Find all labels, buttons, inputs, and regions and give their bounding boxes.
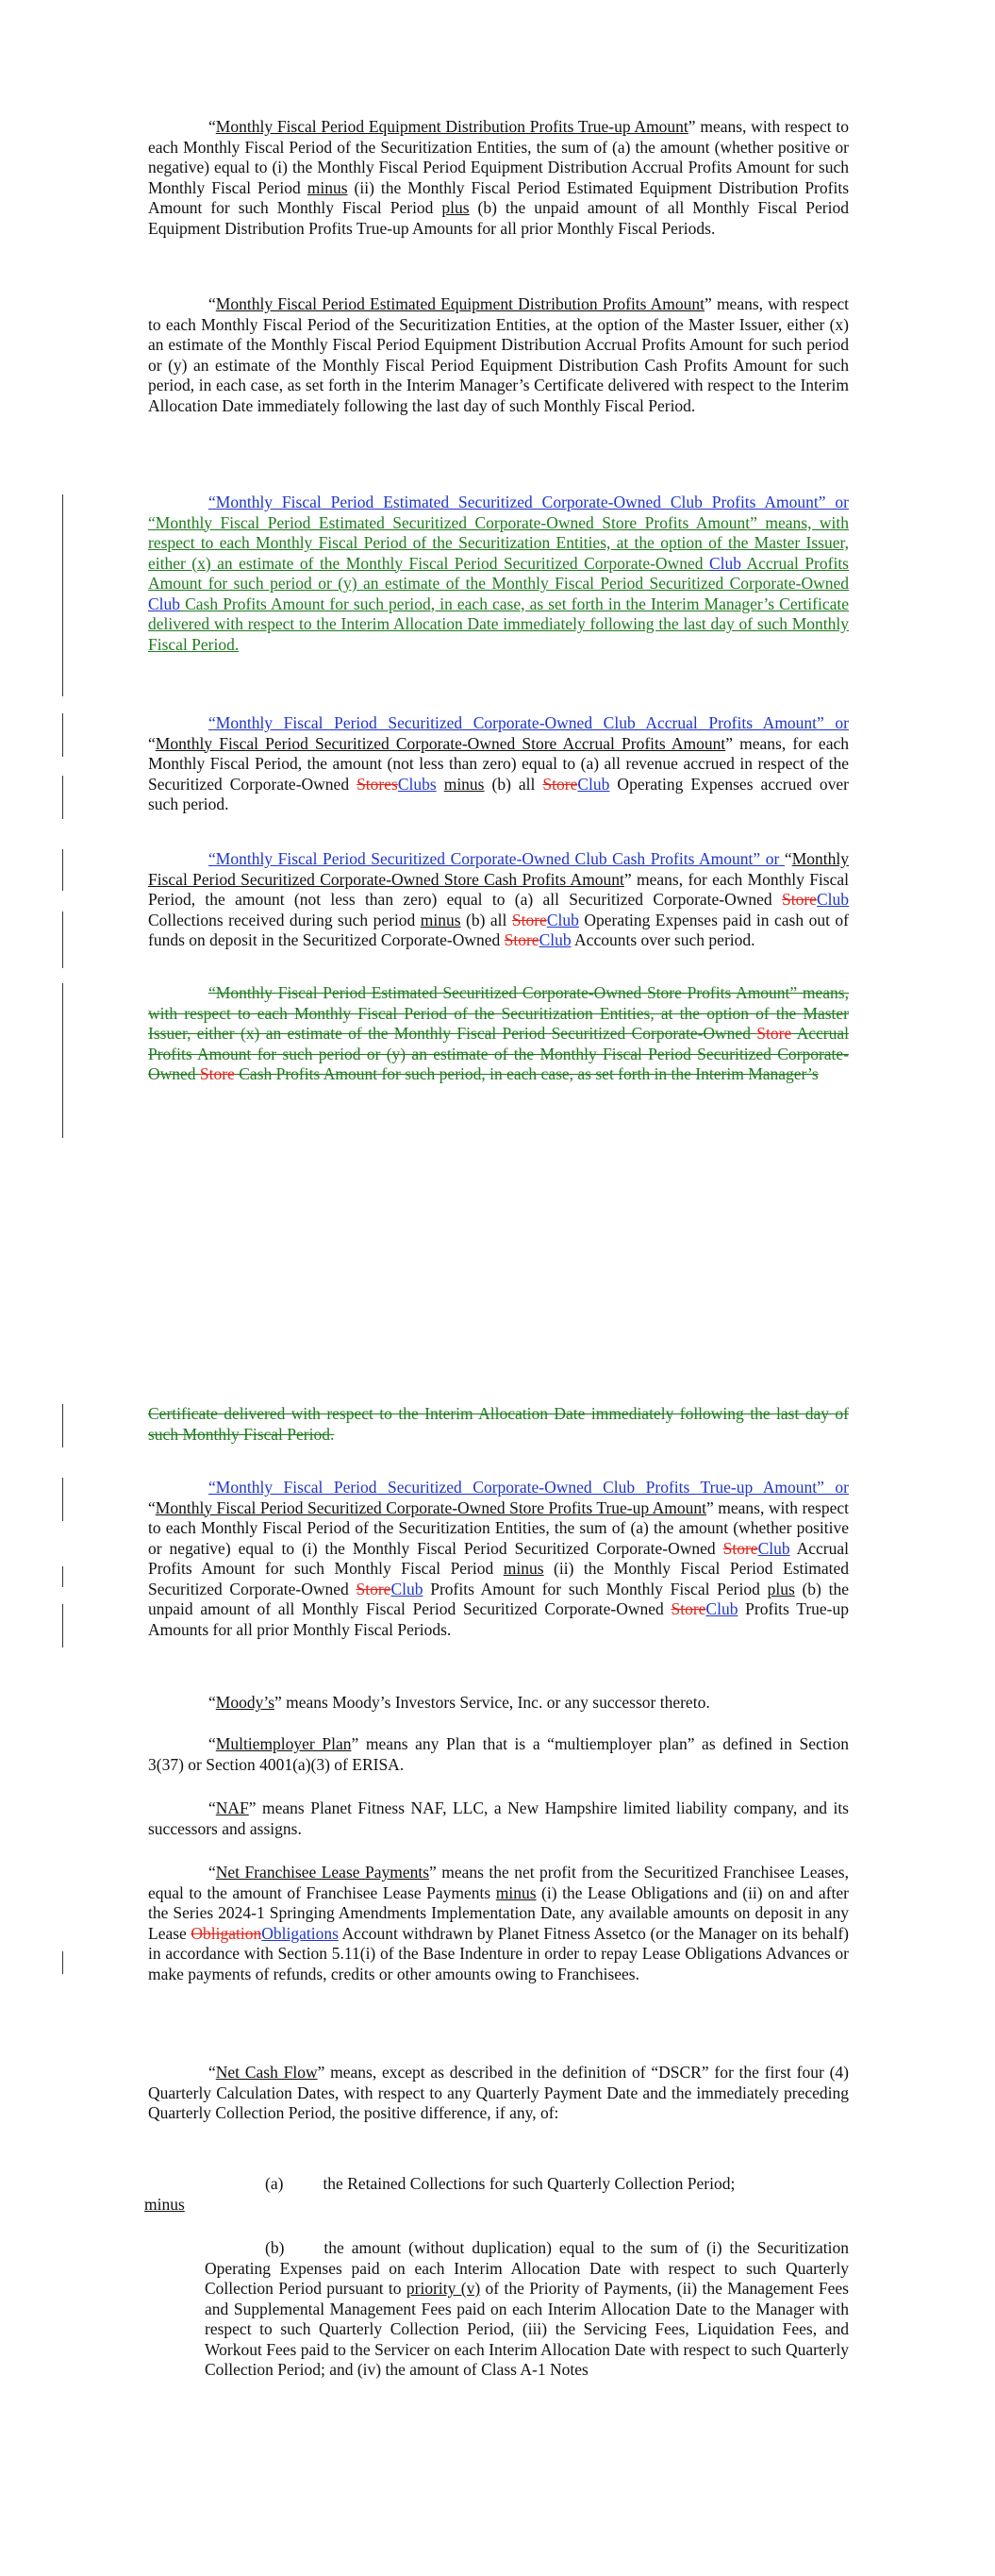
- inserted-text: Club: [546, 910, 579, 929]
- defined-term: Monthly Fiscal Period Securitized Corporate-Owned Store Profits True-up Amount: [155, 1497, 707, 1517]
- clause-b: (b) the amount (without duplication) equal to the sum of (i) the Securitization Operating Expenses paid on each Interim Allocation Date with respect to such Quarterly Collection Period pursuant to priority (v) of the Priority of Payments, (ii) the Management Fees and Supplemental Management Fees paid on each Interim Allocation Date to the Manager with respect to such Quarterly Collection Period, (iii) the Servicing Fees, Liquidation Fees, and Workout Fees paid to the Servicer on each Interim Allocation Date with respect to such Quarterly Collection Period; and (iv) the amount of Class A-1 Notes: [205, 2238, 849, 2379]
- inserted-text: “Monthly Fiscal Period Securitized Corporate-Owned Club Cash Profits Amount” or: [208, 849, 785, 868]
- definition-naf: “NAF” means Planet Fitness NAF, LLC, a New Hampshire limited liability company, and its successors and assigns.: [148, 1798, 849, 1838]
- defined-term: Moody’s: [215, 1693, 275, 1712]
- defined-term: Net Cash Flow: [215, 2063, 318, 2082]
- minus-keyword: minus: [495, 1882, 537, 1902]
- deleted-text: Store: [356, 1579, 391, 1598]
- definition-estimated-store-profits-continued: [148, 1404, 849, 1445]
- defined-term: Monthly Fiscal Period Securitized Corporate-Owned Store Cash Profits Amount: [148, 849, 849, 889]
- change-bar: [62, 912, 63, 968]
- inserted-text: “Monthly Fiscal Period Estimated Securitized Corporate-Owned Club Profits Amount” or: [208, 493, 849, 511]
- definition-estimated-equipment-profits: “Monthly Fiscal Period Estimated Equipment Distribution Profits Amount” means, with respect to each Monthly Fiscal Period of the Securitization Entities, at the option of the Master Issuer, either (x) an estimate of the Monthly Fiscal Period Equipment Distribution Accrual Profits Amount for such period or (y) an estimate of the Monthly Fiscal Period Equipment Distribution Cash Profits Amount for such period, in each case, as set forth in the Interim Manager’s Certificate delivered with respect to the Interim Allocation Date immediately following the last day of such Monthly Fiscal Period.: [148, 294, 849, 415]
- change-bar: [62, 1604, 63, 1648]
- change-bar: [62, 494, 63, 696]
- definition-multiemployer-plan: “Multiemployer Plan” means any Plan that is a “multiemployer plan” as defined in Section 3(37) or Section 4001(a)(3) of ERISA.: [148, 1734, 849, 1774]
- change-bar: [62, 1566, 63, 1587]
- definition-net-cash-flow: “Net Cash Flow” means, except as described in the definition of “DSCR” for the first four (4) Quarterly Calculation Dates, with respect to any Quarterly Payment Date and the immediately preceding Quarterly Collection Period, the positive difference, if any, of:: [148, 2063, 850, 2122]
- inserted-text: “Monthly Fiscal Period Securitized Corporate-Owned Club Accrual Profits Amount” or: [208, 713, 849, 732]
- moved-from-text: “Monthly Fiscal Period Estimated Securitized Corporate-Owned Store Profits Amount” means, with respect to each Monthly Fiscal Period of the Securitization Entities, at the option of the Master Issuer, either (x) an estimate of the Monthly Fiscal Period Securitized Corporate-Owned: [148, 983, 849, 1043]
- inserted-text: Club: [539, 930, 572, 949]
- moved-from-text: Cash Profits Amount for such period, in each case, as set forth in the Interim Manager’s: [234, 1064, 819, 1083]
- change-bar: [62, 713, 63, 757]
- inserted-text: “Monthly Fiscal Period Securitized Corporate-Owned Club Profits True-up Amount” or: [208, 1478, 849, 1497]
- inserted-text: Club: [577, 774, 610, 794]
- minus-keyword: minus: [307, 177, 348, 197]
- change-bar: [62, 1478, 63, 1521]
- clause-a: (a) the Retained Collections for such Quarterly Collection Period; minus: [144, 2174, 736, 2214]
- change-bar: [62, 1404, 63, 1447]
- definition-club-profits-true-up: “Monthly Fiscal Period Securitized Corporate-Owned Club Profits True-up Amount” or “Monthly Fiscal Period Securitized Corporate-Owned Store Profits True-up Amount” means, with respect to each Monthly Fiscal Period of the Securitization Entities, the sum of (a) the amount (whether positive or negative) equal to (i) the Monthly Fiscal Period Securitized Corporate-Owned StoreClub Accrual Profits Amount for such Monthly Fiscal Period minus (ii) the Monthly Fiscal Period Estimated Securitized Corporate-Owned StoreClub Profits Amount for such Monthly Fiscal Period plus (b) the unpaid amount of all Monthly Fiscal Period Securitized Corporate-Owned StoreClub Profits True-up Amounts for all prior Monthly Fiscal Periods.: [148, 1478, 850, 1639]
- definition-estimated-store-profits-deleted: [148, 983, 849, 1085]
- moved-text: “Monthly Fiscal Period Estimated Securitized Corporate-Owned Store Profits Amount” means, with respect to each Monthly Fiscal Period of the Securitization Entities, at the option of the Master Issuer, either (x) an estimate of the Monthly Fiscal Period Securitized Corporate-Owned: [148, 512, 849, 573]
- defined-term: Monthly Fiscal Period Estimated Equipment Distribution Profits Amount: [215, 294, 705, 313]
- deleted-text: Store: [782, 890, 817, 909]
- defined-term: NAF: [215, 1798, 249, 1817]
- defined-term: Net Franchisee Lease Payments: [215, 1863, 430, 1882]
- deleted-text: Store: [671, 1599, 706, 1618]
- deleted-text: Store: [504, 930, 539, 949]
- inserted-text: Club: [816, 890, 849, 909]
- defined-term: Monthly Fiscal Period Equipment Distribution Profits True-up Amount: [215, 117, 688, 136]
- deleted-text: Store: [199, 1064, 235, 1083]
- inserted-text: Club: [390, 1579, 423, 1598]
- inserted-text: Obligations: [261, 1923, 339, 1943]
- change-bar: [62, 983, 63, 1138]
- definition-equipment-true-up: “Monthly Fiscal Period Equipment Distribution Profits True-up Amount” means, with respect to each Monthly Fiscal Period of the Securitization Entities, the sum of (a) the amount (whether positive or negative) equal to (i) the Monthly Fiscal Period Equipment Distribution Accrual Profits Amount for such Monthly Fiscal Period minus (ii) the Monthly Fiscal Period Estimated Equipment Distribution Profits Amount for such Monthly Fiscal Period plus (b) the unpaid amount of all Monthly Fiscal Period Equipment Distribution Profits True-up Amounts for all prior Monthly Fiscal Periods.: [148, 117, 849, 238]
- change-bar: [62, 849, 63, 891]
- deleted-text: Store: [722, 1538, 758, 1558]
- minus-keyword: minus: [144, 2194, 185, 2214]
- inserted-text: Club: [757, 1538, 790, 1558]
- inserted-text: Club: [148, 594, 181, 613]
- minus-keyword: minus: [443, 774, 485, 794]
- moved-text: Accrual Profits Amount for such period or (y) an estimate of the Monthly Fiscal Period Securitized Corporate-Owned: [148, 553, 849, 593]
- priority-reference: priority (v): [406, 2279, 481, 2298]
- moved-text: Cash Profits Amount for such period, in each case, as set forth in the Interim Manager’s Certificate delivered with respect to the Interim Allocation Date immediately following the last day of such Monthly Fiscal Period.: [148, 594, 849, 654]
- deleted-text: Store: [511, 910, 547, 929]
- document-page-1: [0, 0, 995, 1283]
- moved-from-text: Certificate delivered with respect to the Interim Allocation Date immediately following the last day of such Monthly Fiscal Period.: [148, 1404, 849, 1444]
- deleted-text: Store: [756, 1024, 792, 1043]
- deleted-text: Obligation: [191, 1923, 262, 1943]
- defined-term: Multiemployer Plan: [215, 1734, 352, 1753]
- document-page-2: [0, 1283, 995, 2576]
- definition-moodys: “Moody’s” means Moody’s Investors Service, Inc. or any successor thereto.: [208, 1693, 710, 1712]
- plus-keyword: plus: [767, 1579, 795, 1598]
- inserted-text: Club: [705, 1599, 738, 1618]
- definition-club-accrual-profits: “Monthly Fiscal Period Securitized Corporate-Owned Club Accrual Profits Amount” or “Monthly Fiscal Period Securitized Corporate-Owned Store Accrual Profits Amount” means, for each Monthly Fiscal Period, the amount (not less than zero) equal to (a) all revenue accrued in respect of the Securitized Corporate-Owned StoresClubs minus (b) all StoreClub Operating Expenses accrued over such period.: [148, 713, 850, 813]
- inserted-text: Clubs: [397, 774, 437, 794]
- definition-estimated-club-profits-moved: [148, 493, 849, 655]
- change-bar: [62, 776, 63, 819]
- inserted-text: Club: [708, 553, 741, 573]
- change-bar: [62, 1951, 63, 1974]
- moved-from-text: Accrual Profits Amount for such period or (y) an estimate of the Monthly Fiscal Period Securitized Corporate-Owned: [148, 1024, 849, 1083]
- clause-label: (a): [265, 2174, 284, 2193]
- minus-keyword: minus: [503, 1559, 544, 1578]
- plus-keyword: plus: [441, 198, 470, 217]
- defined-term: Monthly Fiscal Period Securitized Corporate-Owned Store Accrual Profits Amount: [155, 733, 726, 753]
- minus-keyword: minus: [420, 910, 461, 929]
- deleted-text: Store: [542, 774, 578, 794]
- deleted-text: Stores: [357, 774, 398, 794]
- definition-net-franchisee-lease-payments: “Net Franchisee Lease Payments” means the net profit from the Securitized Franchisee Leases, equal to the amount of Franchisee Lease Payments minus (i) the Lease Obligations and (ii) on and after the Series 2024-1 Springing Amendments Implementation Date, any available amounts on deposit in any Lease ObligationObligations Account withdrawn by Planet Fitness Assetco (or the Manager on its behalf) in accordance with Section 5.11(i) of the Base Indenture in order to repay Lease Obligations Advances or make payments of refunds, credits or other amounts owing to Franchisees.: [148, 1863, 849, 1983]
- clause-label: (b): [265, 2238, 285, 2257]
- definition-club-cash-profits: “Monthly Fiscal Period Securitized Corporate-Owned Club Cash Profits Amount” or “Monthly Fiscal Period Securitized Corporate-Owned Store Cash Profits Amount” means, for each Monthly Fiscal Period, the amount (not less than zero) equal to (a) all Securitized Corporate-Owned StoreClub Collections received during such period minus (b) all StoreClub Operating Expenses paid in cash out of funds on deposit in the Securitized Corporate-Owned StoreClub Accounts over such period.: [148, 849, 849, 949]
